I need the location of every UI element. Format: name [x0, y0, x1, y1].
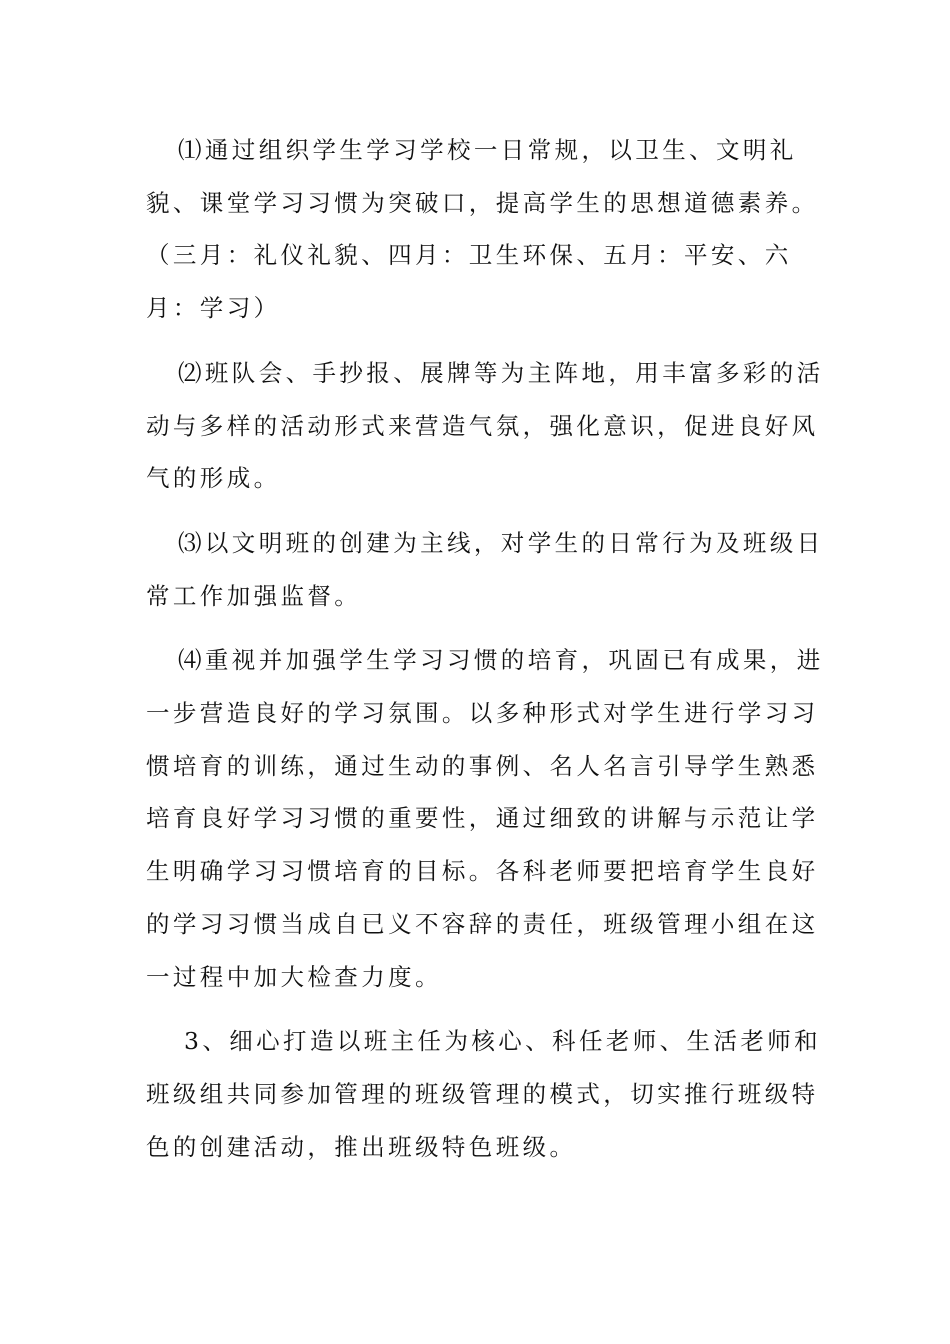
paragraph-item-3: ⑶以文明班的创建为主线，对学生的日常行为及班级日常工作加强监督。: [146, 528, 824, 610]
paragraph-item-4: ⑷重视并加强学生学习习惯的培育，巩固已有成果，进一步营造良好的学习氛围。以多种形式对学生进行学习习惯培育的训练，通过生动的事例、名人名言引导学生熟悉培育良好学习习惯的重要性，通过细致的讲解与示范让学生明确学习习惯培育的目标。各科老师要把培育学生良好的学习习惯当成自已义不容辞的责任，班级管理小组在这一过程中加大检查力度。: [146, 646, 824, 991]
paragraph-item-1: ⑴通过组织学生学习学校一日常规，以卫生、文明礼貌、课堂学习习惯为突破口，提高学生的思想道德素养。（三月：礼仪礼貌、四月：卫生环保、五月：平安、六月：学习）: [146, 136, 819, 323]
paragraph-item-2: ⑵班队会、手抄报、展牌等为主阵地，用丰富多彩的活动与多样的活动形式来营造气氛，强化意识，促进良好风气的形成。: [146, 358, 824, 493]
paragraph-section-3: 3、细心打造以班主任为核心、科任老师、生活老师和班级组共同参加管理的班级管理的模式，切实推行班级特色的创建活动，推出班级特色班级。: [146, 1027, 822, 1161]
document-body: [146, 124, 831, 1185]
